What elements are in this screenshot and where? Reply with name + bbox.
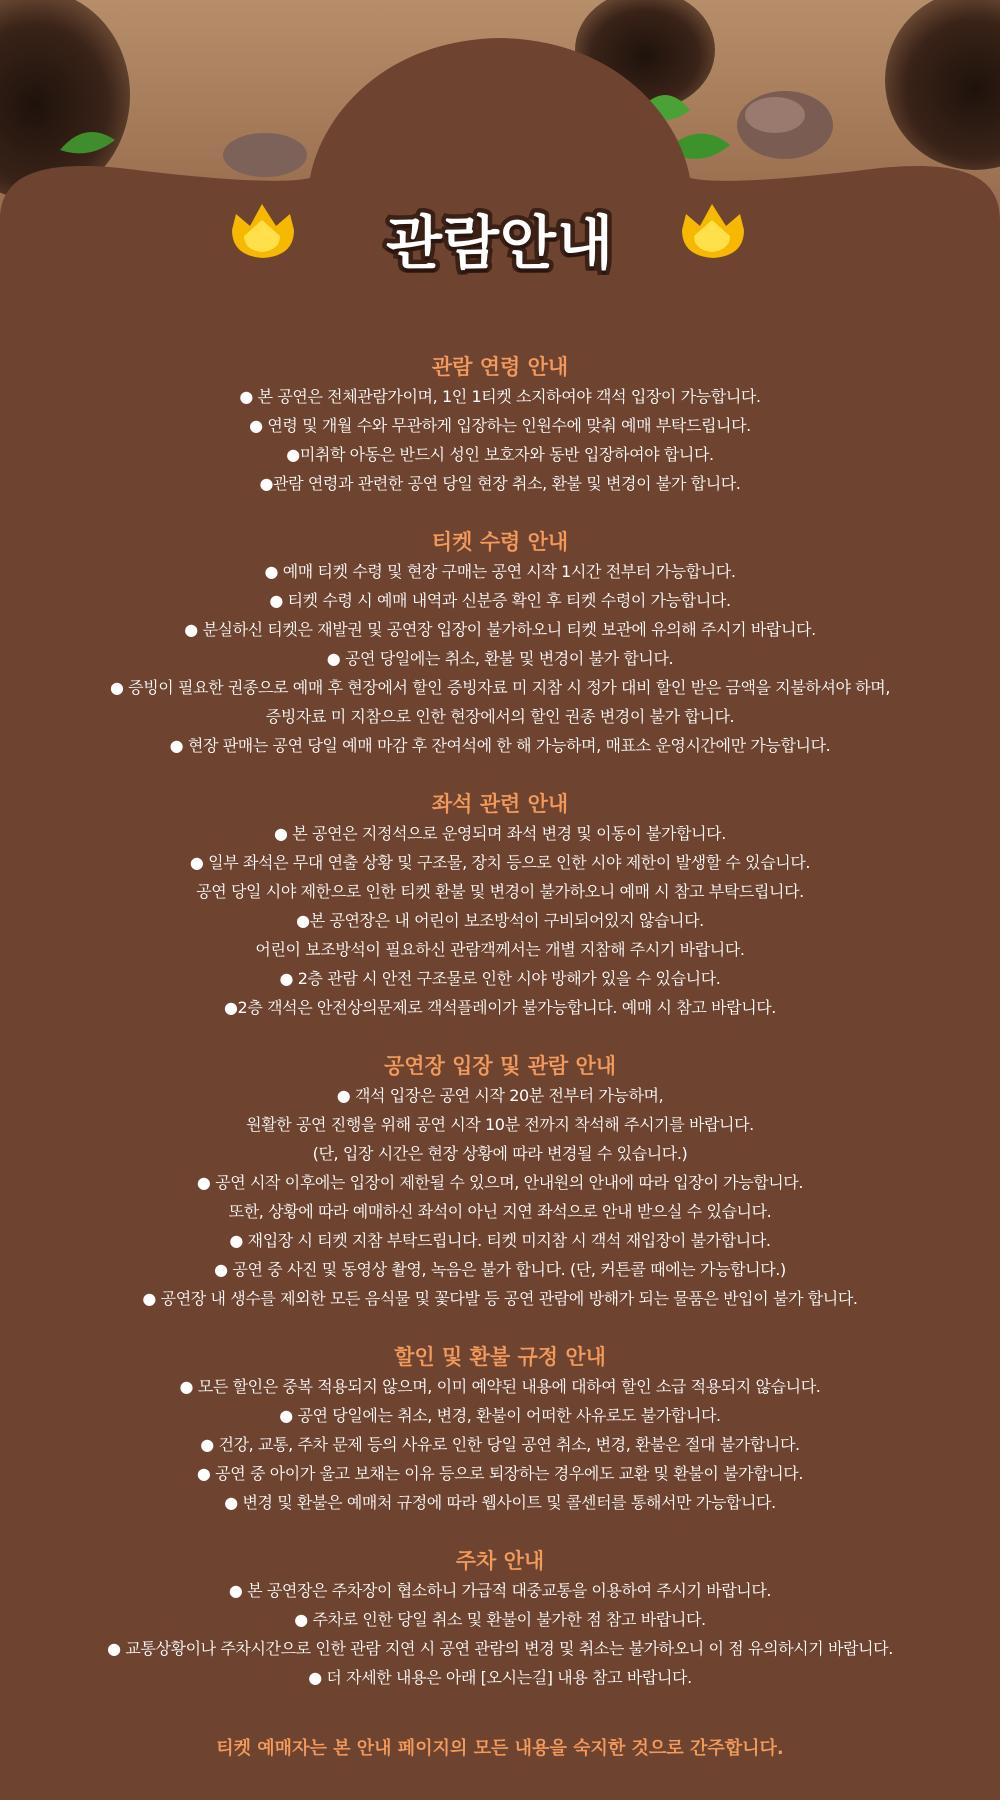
guide-line: 증빙자료 미 지참으로 인한 현장에서의 할인 권종 변경이 불가 합니다. — [265, 707, 735, 726]
section-heading: 공연장 입장 및 관람 안내 — [383, 1054, 617, 1078]
guide-line: ● 공연 중 사진 및 동영상 촬영, 녹음은 불가 합니다. (단, 커튼콜 때에는 가능합니다.) — [214, 1260, 786, 1279]
guide-line: ● 건강, 교통, 주차 문제 등의 사유로 인한 당일 공연 취소, 변경, 환불은 절대 불가합니다. — [200, 1435, 800, 1454]
guide-line: 원활한 공연 진행을 위해 공연 시작 10분 전까지 착석해 주시기를 바랍니다. — [246, 1115, 754, 1134]
guide-line: ● 티켓 수령 시 예매 내역과 신분증 확인 후 티켓 수령이 가능합니다. — [269, 591, 731, 610]
guide-line: ● 주차로 인한 당일 취소 및 환불이 불가한 점 참고 바랍니다. — [294, 1610, 706, 1629]
guide-line: ●본 공연장은 내 어린이 보조방석이 구비되어있지 않습니다. — [296, 911, 704, 930]
guide-line: ● 공연 시작 이후에는 입장이 제한될 수 있으며, 안내원의 안내에 따라 입장이 가능합니다. — [196, 1173, 804, 1192]
guide-line: ● 공연장 내 생수를 제외한 모든 음식물 및 꽃다발 등 공연 관람에 방해가 되는 물품은 반입이 불가 합니다. — [142, 1289, 858, 1308]
section-heading: 좌석 관련 안내 — [431, 792, 569, 816]
guide-section — [0, 527, 1000, 760]
guide-line: 공연 당일 시야 제한으로 인한 티켓 환불 및 변경이 불가하오니 예매 시 참고 부탁드립니다. — [196, 882, 804, 901]
guide-line: ●미취학 아동은 반드시 성인 보호자와 동반 입장하여야 합니다. — [286, 445, 714, 464]
guide-line: ● 공연 당일에는 취소, 환불 및 변경이 불가 합니다. — [326, 649, 674, 668]
guide-line: ● 2층 관람 시 안전 구조물로 인한 시야 방해가 있을 수 있습니다. — [279, 969, 721, 988]
guide-line: ● 공연 당일에는 취소, 변경, 환불이 어떠한 사유로도 불가합니다. — [279, 1406, 721, 1425]
guide-section — [0, 352, 1000, 498]
guide-line: ● 분실하신 티켓은 재발권 및 공연장 입장이 불가하오니 티켓 보관에 유의해 주시기 바랍니다. — [184, 620, 816, 639]
guide-section — [0, 1051, 1000, 1313]
guide-line: ● 현장 판매는 공연 당일 예매 마감 후 잔여석에 한 해 가능하며, 매표소 운영시간에만 가능합니다. — [169, 736, 831, 755]
guide-line: ● 본 공연장은 주차장이 협소하니 가급적 대중교통을 이용하여 주시기 바랍니다. — [228, 1581, 772, 1600]
guide-line: ● 일부 좌석은 무대 연출 상황 및 구조물, 장치 등으로 인한 시야 제한이 발생할 수 있습니다. — [189, 853, 811, 872]
guide-line: (단, 입장 시간은 현장 상황에 따라 변경될 수 있습니다.) — [312, 1144, 688, 1163]
footer-notice: 티켓 예매자는 본 안내 페이지의 모든 내용을 숙지한 것으로 간주합니다. — [216, 1738, 784, 1759]
guide-line: ● 변경 및 환불은 예매처 규정에 따라 웹사이트 및 콜센터를 통해서만 가능합니다. — [224, 1493, 776, 1512]
guide-section — [0, 789, 1000, 1022]
page-title: 관람안내 — [385, 209, 615, 277]
guide-line: 또한, 상황에 따라 예매하신 좌석이 아닌 지연 좌석으로 안내 받으실 수 있습니다. — [228, 1202, 772, 1221]
guide-line: ● 더 자세한 내용은 아래 [오시는길] 내용 참고 바랍니다. — [308, 1668, 692, 1687]
section-heading: 티켓 수령 안내 — [431, 530, 569, 554]
guide-line: ● 재입장 시 티켓 지참 부탁드립니다. 티켓 미지참 시 객석 재입장이 불가합니다. — [229, 1231, 771, 1250]
section-heading: 할인 및 환불 규정 안내 — [394, 1345, 606, 1369]
guide-line: ● 연령 및 개월 수와 무관하게 입장하는 인원수에 맞춰 예매 부탁드립니다. — [249, 416, 751, 435]
guide-section — [0, 1342, 1000, 1517]
guide-line: ● 공연 중 아이가 울고 보채는 이유 등으로 퇴장하는 경우에도 교환 및 환불이 불가합니다. — [196, 1464, 804, 1483]
section-heading: 주차 안내 — [455, 1549, 545, 1573]
section-heading: 관람 연령 안내 — [431, 355, 569, 379]
guide-line: ● 교통상황이나 주차시간으로 인한 관람 지연 시 공연 관람의 변경 및 취소는 불가하오니 이 점 유의하시기 바랍니다. — [107, 1639, 893, 1658]
guide-line: ● 예매 티켓 수령 및 현장 구매는 공연 시작 1시간 전부터 가능합니다. — [264, 562, 736, 581]
guide-line: ● 증빙이 필요한 권종으로 예매 후 현장에서 할인 증빙자료 미 지참 시 정가 대비 할인 받은 금액을 지불하셔야 하며, — [109, 678, 891, 697]
guide-line: ● 본 공연은 지정석으로 운영되며 좌석 변경 및 이동이 불가합니다. — [274, 824, 726, 843]
guide-sections — [0, 352, 1000, 1721]
guide-line: ● 객석 입장은 공연 시작 20분 전부터 가능하며, — [336, 1086, 664, 1105]
guide-line: ● 모든 할인은 중복 적용되지 않으며, 이미 예약된 내용에 대하여 할인 소급 적용되지 않습니다. — [179, 1377, 821, 1396]
guide-section — [0, 1546, 1000, 1692]
guide-line: ●2층 객석은 안전상의문제로 객석플레이가 불가능합니다. 예매 시 참고 바랍니다. — [224, 998, 776, 1017]
guide-line: ● 본 공연은 전체관람가이며, 1인 1티켓 소지하여야 객석 입장이 가능합니다. — [239, 387, 761, 406]
guide-line: 어린이 보조방석이 필요하신 관람객께서는 개별 지참해 주시기 바랍니다. — [255, 940, 745, 959]
guide-line: ●관람 연령과 관련한 공연 당일 현장 취소, 환불 및 변경이 불가 합니다. — [259, 474, 741, 493]
